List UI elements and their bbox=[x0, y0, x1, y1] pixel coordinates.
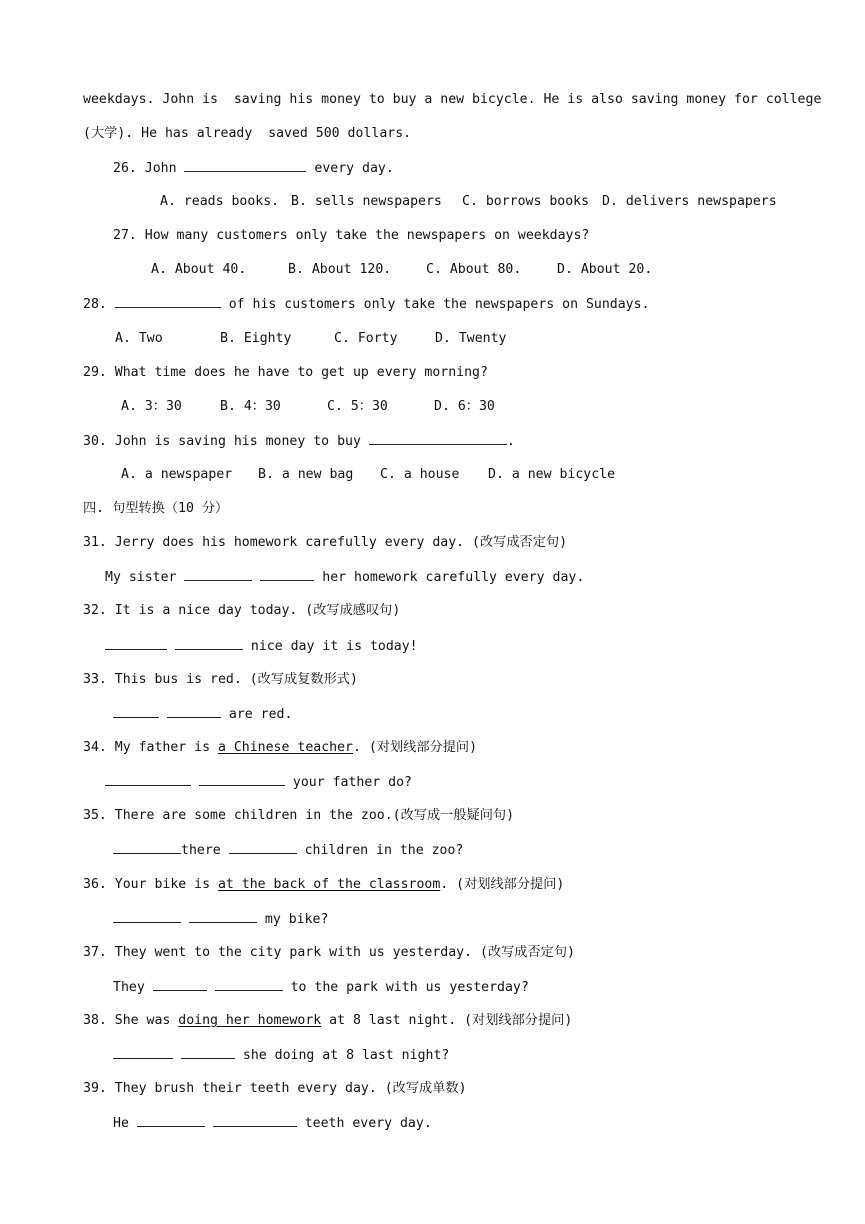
q29-option-c[interactable]: C. 5：30 bbox=[327, 399, 388, 414]
answer-blank[interactable] bbox=[113, 705, 159, 718]
question-38: 38. She was doing her homework at 8 last night. (对划线部分提问) bbox=[83, 1013, 573, 1028]
q26-option-c[interactable]: C. borrows books bbox=[462, 194, 590, 209]
answer-blank[interactable] bbox=[181, 1046, 235, 1059]
question-30: 30. John is saving his money to buy . bbox=[83, 434, 515, 449]
q27-option-c[interactable]: C. About 80. bbox=[426, 262, 522, 277]
question-36: 36. Your bike is at the back of the classroom. (对划线部分提问) bbox=[83, 877, 565, 892]
answer-blank[interactable] bbox=[184, 159, 306, 172]
q26-option-d[interactable]: D. delivers newspapers bbox=[602, 194, 777, 209]
answer-blank[interactable] bbox=[369, 432, 507, 445]
q29-option-a[interactable]: A. 3：30 bbox=[121, 399, 182, 414]
answer-blank[interactable] bbox=[215, 978, 283, 991]
answer-blank[interactable] bbox=[229, 841, 297, 854]
answer-blank[interactable] bbox=[167, 705, 221, 718]
q30-option-c[interactable]: C. a house bbox=[380, 467, 460, 482]
answer-blank[interactable] bbox=[113, 841, 181, 854]
answer-31: My sister her homework carefully every day. bbox=[105, 570, 585, 585]
answer-blank[interactable] bbox=[137, 1114, 205, 1127]
question-27: 27. How many customers only take the newspapers on weekdays? bbox=[113, 228, 590, 243]
section-heading: 四. 句型转换（10 分） bbox=[83, 501, 229, 516]
q28-option-c[interactable]: C. Forty bbox=[334, 331, 398, 346]
q26-option-a[interactable]: A. reads books. bbox=[160, 194, 280, 209]
question-28: 28. of his customers only take the newspapers on Sundays. bbox=[83, 297, 650, 312]
answer-blank[interactable] bbox=[115, 295, 221, 308]
answer-33: are red. bbox=[113, 705, 292, 724]
q28-option-d[interactable]: D. Twenty bbox=[435, 331, 507, 346]
q28-option-a[interactable]: A. Two bbox=[115, 331, 163, 346]
question-37: 37. They went to the city park with us yesterday. (改写成否定句) bbox=[83, 945, 575, 960]
question-29: 29. What time does he have to get up every morning? bbox=[83, 365, 488, 380]
question-26: 26. John every day. bbox=[113, 161, 394, 176]
passage-line-1: weekdays. John is saving his money to buy a new bicycle. He is also saving money for college bbox=[83, 92, 822, 107]
answer-38: she doing at 8 last night? bbox=[113, 1046, 449, 1065]
passage-line-2: (大学). He has already saved 500 dollars. bbox=[83, 126, 412, 141]
answer-blank[interactable] bbox=[184, 568, 252, 581]
answer-blank[interactable] bbox=[105, 637, 167, 650]
answer-blank[interactable] bbox=[113, 910, 181, 923]
q30-option-d[interactable]: D. a new bicycle bbox=[488, 467, 616, 482]
underlined-phrase: a Chinese teacher bbox=[217, 740, 353, 755]
answer-blank[interactable] bbox=[153, 978, 207, 991]
underlined-phrase: at the back of the classroom bbox=[217, 877, 441, 892]
question-33: 33. This bus is red. (改写成复数形式) bbox=[83, 672, 358, 687]
answer-35: there children in the zoo? bbox=[113, 841, 463, 860]
q27-option-a[interactable]: A. About 40. bbox=[151, 262, 247, 277]
q27-option-b[interactable]: B. About 120. bbox=[288, 262, 392, 277]
underlined-phrase: doing her homework bbox=[178, 1013, 322, 1028]
q29-option-d[interactable]: D. 6：30 bbox=[434, 399, 495, 414]
q30-option-a[interactable]: A. a newspaper bbox=[121, 467, 233, 482]
answer-37: They to the park with us yesterday? bbox=[113, 980, 529, 995]
answer-blank[interactable] bbox=[199, 773, 285, 786]
answer-blank[interactable] bbox=[105, 773, 191, 786]
answer-blank[interactable] bbox=[213, 1114, 297, 1127]
answer-blank[interactable] bbox=[260, 568, 314, 581]
question-35: 35. There are some children in the zoo.(改写成一般疑问句) bbox=[83, 808, 515, 823]
question-34: 34. My father is a Chinese teacher. (对划线部分提问) bbox=[83, 740, 478, 755]
q29-option-b[interactable]: B. 4：30 bbox=[220, 399, 281, 414]
answer-32: nice day it is today! bbox=[105, 637, 418, 656]
q27-option-d[interactable]: D. About 20. bbox=[557, 262, 653, 277]
answer-blank[interactable] bbox=[175, 637, 243, 650]
answer-34: your father do? bbox=[105, 773, 412, 792]
answer-blank[interactable] bbox=[113, 1046, 173, 1059]
question-32: 32. It is a nice day today. (改写成感叹句) bbox=[83, 603, 401, 618]
answer-blank[interactable] bbox=[189, 910, 257, 923]
answer-36: my bike? bbox=[113, 910, 328, 929]
q26-option-b[interactable]: B. sells newspapers bbox=[291, 194, 442, 209]
answer-39: He teeth every day. bbox=[113, 1116, 432, 1131]
question-31: 31. Jerry does his homework carefully every day. (改写成否定句) bbox=[83, 535, 568, 550]
question-39: 39. They brush their teeth every day. (改写成单数) bbox=[83, 1081, 467, 1096]
q28-option-b[interactable]: B. Eighty bbox=[220, 331, 292, 346]
q30-option-b[interactable]: B. a new bag bbox=[258, 467, 354, 482]
